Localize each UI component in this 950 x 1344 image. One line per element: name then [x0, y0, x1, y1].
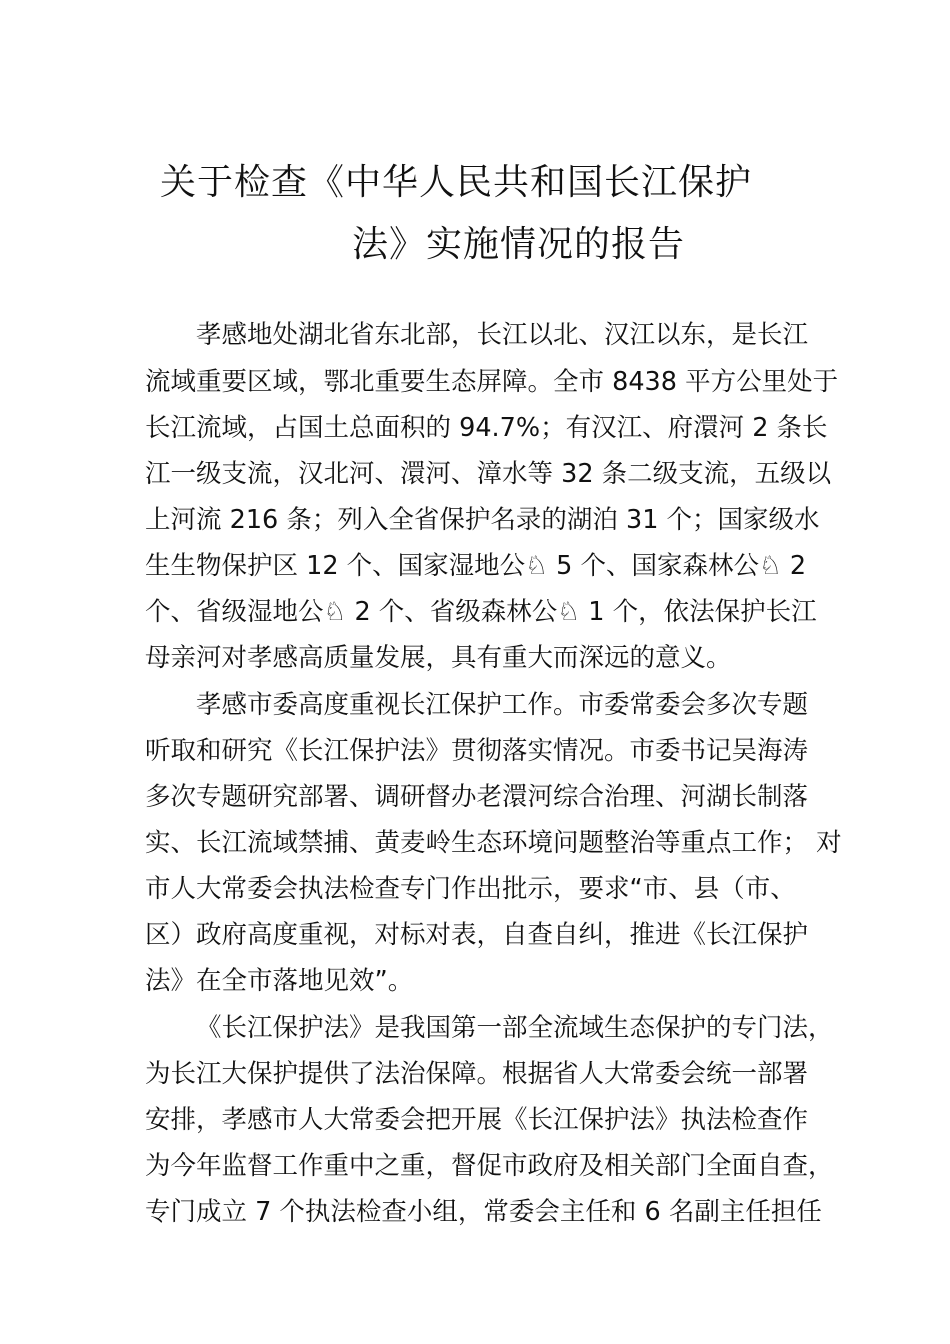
- title-line-1: 关于检查《中华人民共和国长江保护: [160, 162, 753, 203]
- paragraph-3-line-3: 安排，孝感市人大常委会把开展《长江保护法》执法检查作: [145, 1105, 809, 1135]
- paragraph-1-line-1: 孝感地处湖北省东北部，长江以北、汉江以东，是长江: [196, 320, 809, 350]
- paragraph-2-line-5: 市人大常委会执法检查专门作出批示，要求“市、县（市、: [145, 874, 796, 904]
- paragraph-2-line-3: 多次专题研究部署、调研督办老澴河综合治理、河湖长制落: [145, 782, 809, 812]
- paragraph-1-line-8: 母亲河对孝感高质量发展，具有重大而深远的意义。: [145, 643, 732, 673]
- paragraph-3-line-5: 专门成立 7 个执法检查小组，常委会主任和 6 名副主任担任: [145, 1197, 822, 1227]
- paragraph-2-line-6: 区）政府高度重视，对标对表，自查自纠，推进《长江保护: [145, 920, 809, 950]
- paragraph-3-line-4: 为今年监督工作重中之重，督促市政府及相关部门全面自查，: [145, 1151, 834, 1181]
- paragraph-2-line-2: 听取和研究《长江保护法》贯彻落实情况。市委书记吴海涛: [145, 736, 809, 766]
- paragraph-1-line-2: 流域重要区域，鄂北重要生态屏障。全市 8438 平方公里处于: [145, 367, 839, 397]
- paragraph-1-line-7: 个、省级湿地公♘ 2 个、省级森林公♘ 1 个，依法保护长江: [145, 597, 817, 627]
- paragraph-2-line-4: 实、长江流域禁捕、黄麦岭生态环境问题整治等重点工作； 对: [145, 828, 842, 858]
- paragraph-1-line-3: 长江流域，占国土总面积的 94.7%；有汉江、府澴河 2 条长: [145, 413, 828, 443]
- paragraph-1-line-4: 江一级支流，汉北河、澴河、漳水等 32 条二级支流，五级以: [145, 459, 832, 489]
- paragraph-3-line-2: 为长江大保护提供了法治保障。根据省人大常委会统一部署: [145, 1059, 809, 1089]
- paragraph-1-line-6: 生生物保护区 12 个、国家湿地公♘ 5 个、国家森林公♘ 2: [145, 551, 807, 581]
- paragraph-2-line-7: 法》在全市落地见效”。: [145, 966, 414, 996]
- paragraph-3-line-1: 《长江保护法》是我国第一部全流域生态保护的专门法，: [196, 1013, 834, 1043]
- title-line-2: 法》实施情况的报告: [352, 224, 686, 265]
- paragraph-1-line-5: 上河流 216 条；列入全省保护名录的湖泊 31 个；国家级水: [145, 505, 820, 535]
- paragraph-2-line-1: 孝感市委高度重视长江保护工作。市委常委会多次专题: [196, 690, 809, 720]
